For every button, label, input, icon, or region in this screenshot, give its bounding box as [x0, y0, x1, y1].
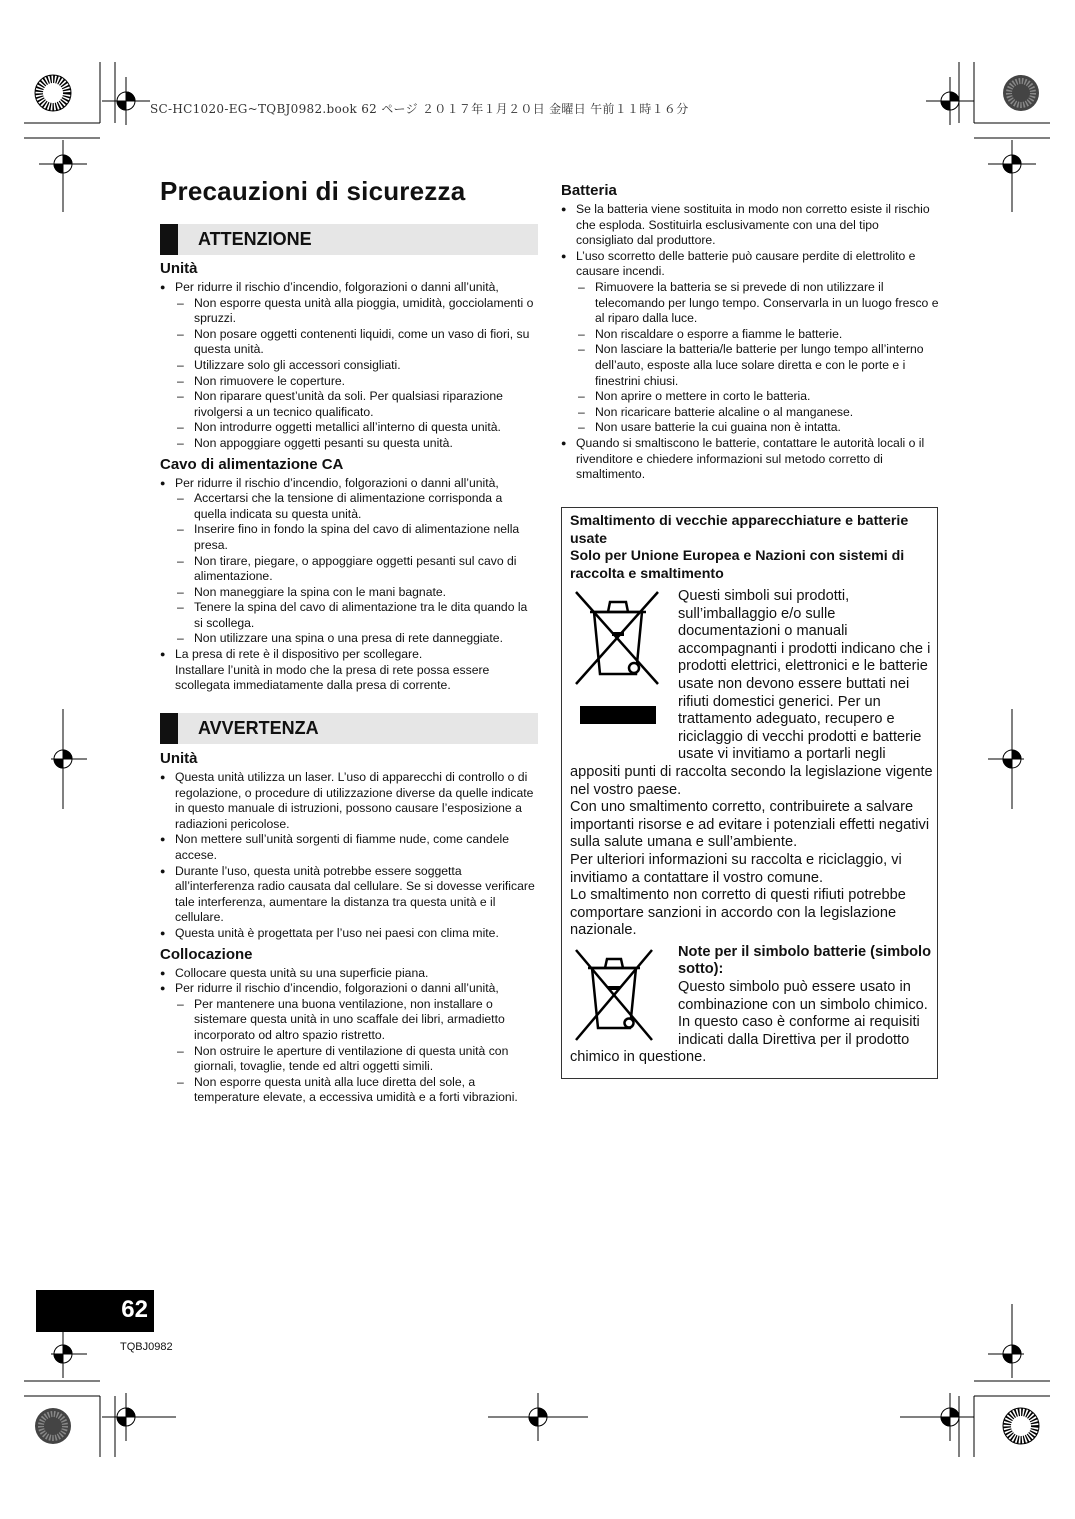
- page-number-tab: [36, 1290, 154, 1332]
- cavo-title: Cavo di alimentazione CA: [160, 455, 344, 473]
- list-item: – Non maneggiare la spina con le mani bagnate.: [177, 585, 538, 601]
- batteria-title: Batteria: [561, 182, 617, 199]
- page-number: 62: [121, 1296, 148, 1323]
- list-item: – Non usare batterie la cui guaina non è intatta.: [578, 420, 939, 436]
- unita-title: Unità: [160, 750, 198, 767]
- disposal-para-4: Lo smaltimento non corretto di questi rifiuti potrebbe comportare sanzioni in accordo con la legislazione nazionale.: [570, 887, 906, 939]
- list-item: ● Quando si smaltiscono le batterie, contattare le autorità locali o il rivenditore e chiedere informazioni sul metodo corretto di smaltimento.: [561, 436, 939, 483]
- document-code: TQBJ0982: [120, 1341, 173, 1353]
- battery-note-title: Note per il simbolo batterie (simbolo sotto):: [678, 943, 931, 978]
- list-item: ● Per ridurre il rischio d’incendio, folgorazioni o danni all’unità, – Non esporre questa unità alla pioggia, umidità, gocciolamenti o spruzzi. – Non posare oggetti contenenti liquidi, come un vaso di fiori, su questa unità. – Utilizzare solo gli accessori consigliati. – Non rimuovere le coperture. – Non riparare quest’unità da soli. Per qualsiasi riparazione rivolgersi a un tecnico qualificato. – Non introdurre oggetti metallici all’interno di questa unità. – Non appoggiare oggetti pesanti su questa unità.: [160, 280, 538, 452]
- disposal-box-body: [570, 588, 935, 1067]
- disposal-para-3: Per ulteriori informazioni su raccolta e riciclaggio, vi invitiamo a contattare il vostro comune.: [570, 851, 902, 886]
- avvertenza-section: [160, 744, 538, 1106]
- list-item: ● Collocare questa unità su una superficie piana.: [160, 966, 538, 982]
- avvertenza-heading-bar: [160, 713, 538, 744]
- attenzione-heading: ATTENZIONE: [198, 229, 312, 249]
- list-item: ● Questa unità è progettata per l’uso nei paesi con clima mite.: [160, 926, 538, 942]
- attenzione-heading-bar: [160, 224, 538, 255]
- list-item: ● Per ridurre il rischio d’incendio, folgorazioni o danni all’unità, – Accertarsi che la tensione di alimentazione corrisponda a quella indicata su questa unità. – Inserire fino in fondo la spina del cavo di alimentazione nella presa. – Non tirare, piegare, o appoggiare oggetti pesanti sul cavo di alimentazione. – Non maneggiare la spina con le mani bagnate. – Tenere la spina del cavo di alimentazione tra le dita quando la si scollega. – Non utilizzare una spina o una presa di rete danneggiate.: [160, 476, 538, 648]
- list-item: – Non tirare, piegare, o appoggiare oggetti pesanti sul cavo di alimentazione.: [177, 554, 538, 585]
- list-item: ● Durante l’uso, questa unità potrebbe essere soggetta all’interferenza radio causata dal cellulare. Se si dovesse verificare tale interferenza, aumentare la distanza tra questa unità e il cellulare.: [160, 864, 538, 926]
- list-item: ● Per ridurre il rischio d’incendio, folgorazioni o danni all’unità, – Per mantenere una buona ventilazione, non installare o sistemare questa unità in uno scaffale dei libri, armadietto incorporato od altro spazio ristretto. – Non ostruire le aperture di ventilazione di questa unità con giornali, tovaglie, tende ed altri oggetti simili. – Non esporre questa unità alla luce diretta del sole, a temperature elevate, a eccessiva umidità e a forti vibrazioni.: [160, 981, 538, 1106]
- disposal-para-1: Questi simboli sui prodotti, sull’imballaggio e/o sulle documentazioni o manuali accompagnanti i prodotti indicano che i prodotti elettrici, elettronici e le batterie usate non devono essere buttati nei rifiuti domestici generici. Per un trattamento adeguato, recupero e riciclaggio di vecchi prodotti e batterie usate vi invitiamo a portarli negli appositi punti di raccolta secondo la legislazione vigente nel vostro paese.: [570, 588, 933, 798]
- list-item: – Inserire fino in fondo la spina del cavo di alimentazione nella presa.: [177, 522, 538, 553]
- list-item: – Non esporre questa unità alla pioggia, umidità, gocciolamenti o spruzzi.: [177, 296, 538, 327]
- attenzione-section: [160, 254, 538, 694]
- list-item: – Tenere la spina del cavo di alimentazione tra le dita quando la si scollega.: [177, 600, 538, 631]
- page-title: Precauzioni di sicurezza: [160, 176, 466, 206]
- avvertenza-heading: AVVERTENZA: [198, 718, 319, 738]
- battery-note-text: Questo simbolo può essere usato in combinazione con un simbolo chimico. In questo caso è conforme ai requisiti indicati dalla Direttiva per il prodotto chimico in questione.: [570, 979, 928, 1066]
- list-item: – Non aprire o mettere in corto le batteria.: [578, 389, 939, 405]
- list-item: – Non riparare quest’unità da soli. Per qualsiasi riparazione rivolgersi a un tecnico qualificato.: [177, 389, 538, 420]
- disposal-para-2: Con uno smaltimento corretto, contribuirete a salvare importanti risorse e ad evitare i potenziali effetti negativi sulla salute umana e sull’ambiente.: [570, 799, 930, 851]
- list-item: – Non posare oggetti contenenti liquidi, come un vaso di fiori, su questa unità.: [177, 327, 538, 358]
- list-item: – Accertarsi che la tensione di alimentazione corrisponda a quella indicata su questa unità.: [177, 491, 538, 522]
- list-item: ● La presa di rete è il dispositivo per scollegare. Installare l’unità in modo che la presa di rete possa essere scollegata immediatamente dalla presa di corrente.: [160, 647, 538, 694]
- list-item: ● Questa unità utilizza un laser. L’uso di apparecchi di controllo o di regolazione, o procedure di utilizzazione diverse da quelle indicate in questo manuale di istruzioni, possono causare l’esposizione a radiazioni pericolose.: [160, 770, 538, 832]
- list-item: – Utilizzare solo gli accessori consigliati.: [177, 358, 538, 374]
- unita-title: Unità: [160, 260, 198, 277]
- list-item: – Non ricaricare batterie alcaline o al manganese.: [578, 405, 939, 421]
- disposal-box-title: Smaltimento di vecchie apparecchiature e batterie usate Solo per Unione Europea e Nazioni con sistemi di raccolta e smaltimento: [570, 513, 909, 582]
- list-item: – Non utilizzare una spina o una presa di rete danneggiate.: [177, 631, 538, 647]
- batteria-section: [561, 176, 939, 483]
- list-item: – Non appoggiare oggetti pesanti su questa unità.: [177, 436, 538, 452]
- file-header: SC-HC1020-EG~TQBJ0982.book 62 ページ ２０１７年１月２０日 金曜日 午前１１時１６分: [150, 102, 689, 116]
- collocazione-title: Collocazione: [160, 945, 253, 963]
- list-item: – Non riscaldare o esporre a fiamme le batterie.: [578, 327, 939, 343]
- list-item: ● L’uso scorretto delle batterie può causare perdite di elettrolito e causare incendi. – Rimuovere la batteria se si prevede di non utilizzare il telecomando per lungo tempo. Conservarla in un luogo fresco e al riparo dalla luce. – Non riscaldare o esporre a fiamme le batterie. – Non lasciare la batteria/le batterie per lungo tempo all’interno dell’auto, esposte alla luce solare diretta e con le porte e i finestrini chiusi. – Non aprire o mettere in corto le batteria. – Non ricaricare batterie alcaline o al manganese. – Non usare batterie la cui guaina non è intatta.: [561, 249, 939, 436]
- list-item: – Non ostruire le aperture di ventilazione di questa unità con giornali, tovaglie, tende ed altri oggetti simili.: [177, 1044, 538, 1075]
- list-item: – Non esporre questa unità alla luce diretta del sole, a temperature elevate, a eccessiva umidità e a forti vibrazioni.: [177, 1075, 538, 1106]
- battery-bin-icon: [570, 944, 678, 1044]
- list-item: – Per mantenere una buona ventilazione, non installare o sistemare questa unità in uno scaffale dei libri, armadietto incorporato od altro spazio ristretto.: [177, 997, 538, 1044]
- list-item: – Rimuovere la batteria se si prevede di non utilizzare il telecomando per lungo tempo. Conservarla in un luogo fresco e al riparo dalla luce.: [578, 280, 939, 327]
- list-item: ● Non mettere sull’unità sorgenti di fiamme nude, come candele accese.: [160, 832, 538, 863]
- disposal-info-box: [561, 507, 938, 1079]
- wheelie-bin-icon: [570, 588, 678, 748]
- list-item: – Non introdurre oggetti metallici all’interno di questa unità.: [177, 420, 538, 436]
- list-item: – Non rimuovere le coperture.: [177, 374, 538, 390]
- list-item: – Non lasciare la batteria/le batterie per lungo tempo all’interno dell’auto, esposte alla luce solare diretta e con le porte e i finestrini chiusi.: [578, 342, 939, 389]
- list-item: ● Se la batteria viene sostituita in modo non corretto esiste il rischio che esploda. Sostituirla esclusivamente con una del tipo consigliato dal produttore.: [561, 202, 939, 249]
